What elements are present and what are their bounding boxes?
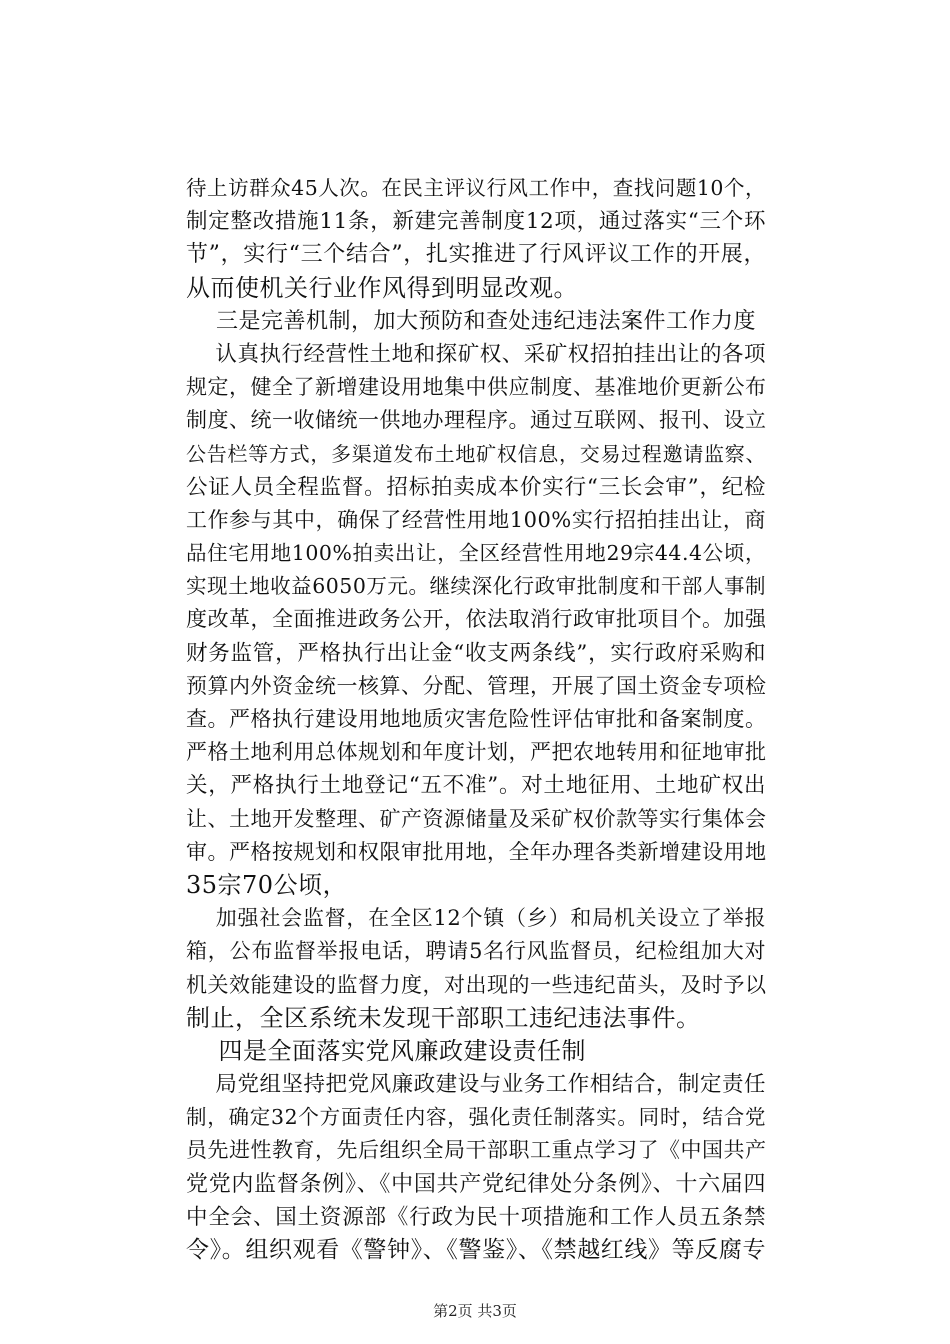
text-line: 机关效能建设的监督力度，对出现的一些违纪苗头，及时予以 (186, 972, 767, 997)
text-line: 财务监管，严格执行出让金“收支两条线”，实行政府采购和 (186, 640, 766, 666)
text-line: 从而使机关行业作风得到明显改观。 (186, 273, 578, 302)
text-line: 关，严格执行土地登记“五不准”。对土地征用、土地矿权出 (186, 773, 766, 799)
text-line: 节”，实行“三个结合”，扎实推进了行风评议工作的开展， (186, 242, 766, 268)
text-line: 审。严格按规划和权限审批用地，全年办理各类新增建设用地 (186, 839, 767, 864)
text-line: 预算内外资金统一核算、分配、管理，开展了国土资金专项检 (186, 673, 767, 698)
text-line: 党党内监督条例》、《中国共产党纪律处分条例》、十六届四 (186, 1171, 766, 1197)
text-line: 公告栏等方式，多渠道发布土地矿权信息，交易过程邀请监察、 (186, 441, 766, 466)
text-line: 员先进性教育，先后组织全局干部职工重点学习了《中国共产 (186, 1138, 767, 1163)
text-line: 公证人员全程监督。招标拍卖成本价实行“三长会审”，纪检 (186, 474, 766, 500)
text-line: 箱，公布监督举报电话，聘请5名行风监督员，纪检组加大对 (186, 939, 766, 964)
text-line: 实现土地收益6050万元。继续深化行政审批制度和干部人事制 (186, 574, 766, 599)
page-footer: 第2页 共3页 (433, 1302, 517, 1320)
text-line: 让、土地开发整理、矿产资源储量及采矿权价款等实行集体会 (186, 806, 767, 831)
text-line: 令》。组织观看《警钟》、《警鉴》、《禁越红线》等反腐专 (186, 1237, 766, 1263)
text-line: 中全会、国土资源部《行政为民十项措施和工作人员五条禁 (186, 1204, 766, 1230)
text-line: 加强社会监督，在全区12个镇（乡）和局机关设立了举报 (186, 906, 766, 931)
text-line: 四是全面落实党风廉政建设责任制 (186, 1036, 587, 1065)
text-line: 认真执行经营性土地和探矿权、采矿权招拍挂出让的各项 (186, 341, 766, 367)
text-line: 35宗70公顷， (186, 870, 348, 899)
text-line: 制度、统一收储统一供地办理程序。通过互联网、报刊、设立 (186, 408, 767, 433)
text-line: 局党组坚持把党风廉政建设与业务工作相结合，制定责任 (186, 1072, 766, 1098)
text-line: 待上访群众45人次。在民主评议行风工作中，查找问题10个， (186, 176, 766, 200)
text-line: 制定整改措施11条，新建完善制度12项，通过落实“三个环 (186, 209, 766, 235)
text-line: 查。严格执行建设用地地质灾害危险性评估审批和备案制度。 (186, 707, 767, 731)
text-line: 制止，全区系统未发现干部职工违纪违法事件。 (186, 1003, 701, 1032)
text-line: 度改革，全面推进政务公开，依法取消行政审批项目个。加强 (186, 607, 767, 632)
text-line: 严格土地利用总体规划和年度计划，严把农地转用和征地审批 (186, 740, 767, 765)
document-body (186, 172, 766, 1267)
text-line: 制，确定32个方面责任内容，强化责任制落实。同时，结合党 (186, 1105, 766, 1130)
text-line: 三是完善机制，加大预防和查处违纪违法案件工作力度 (186, 308, 756, 334)
text-line: 工作参与其中，确保了经营性用地100%实行招拍挂出让，商 (186, 507, 766, 532)
text-line: 规定，健全了新增建设用地集中供应制度、基准地价更新公布 (186, 375, 767, 400)
text-line: 品住宅用地100%拍卖出让，全区经营性用地29宗44.4公顷， (186, 541, 766, 566)
